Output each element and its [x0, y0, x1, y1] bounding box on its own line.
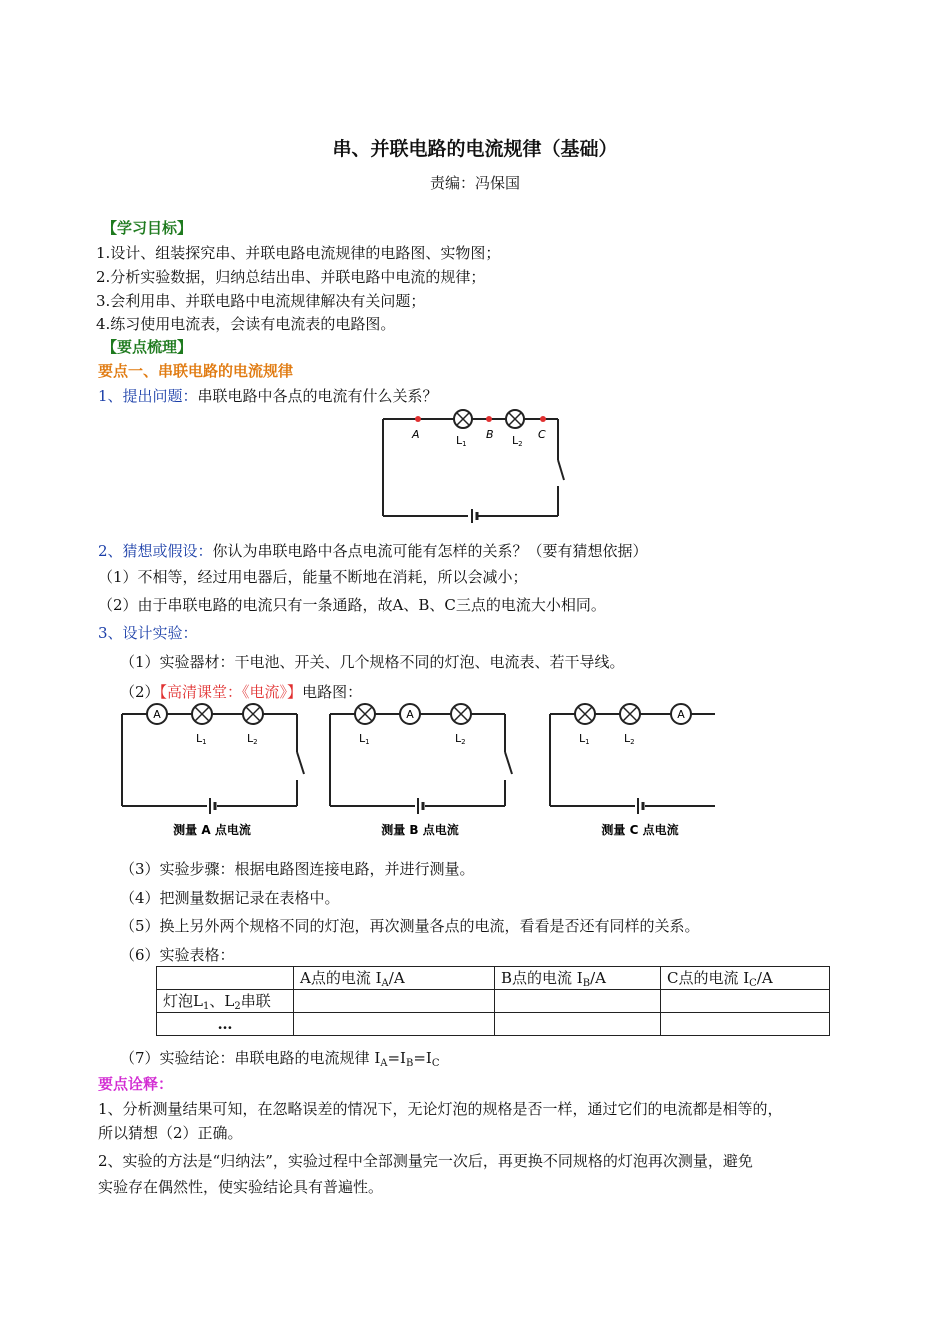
point1-heading: 要点一、串联电路的电流规律	[98, 362, 294, 380]
ammeter-label: A	[406, 708, 414, 721]
goal-item: 2.分析实验数据，归纳总结出串、并联电路中电流的规律；	[96, 268, 486, 286]
table-cell	[495, 990, 661, 1013]
note-line: 1、分析测量结果可知，在忽略误差的情况下，无论灯泡的规格是否一样，通过它们的电流都是相等的，	[98, 1100, 783, 1118]
circuit-caption: 测量 A 点电流	[173, 823, 251, 837]
question-1-label: 1、提出问题：	[98, 387, 198, 405]
lamp-label: L2	[624, 732, 635, 746]
circuit-caption: 测量 C 点电流	[601, 823, 679, 837]
step-4: （4）把测量数据记录在表格中。	[120, 889, 340, 907]
switch	[558, 460, 564, 480]
goal-item: 4.练习使用电流表，会读有电流表的电路图。	[96, 315, 396, 333]
table-header-a: A点的电流 $I_A/A$	[294, 967, 495, 990]
point-c-dot	[540, 416, 546, 422]
table-cell	[495, 1013, 661, 1036]
table-header-c: C点的电流 $I_C/A$	[661, 967, 830, 990]
point-b-dot	[486, 416, 492, 422]
table-row-label: …	[157, 1013, 294, 1036]
conclusion: （7）实验结论：串联电路的电流规律 $I_A=I_B=I_C$	[120, 1049, 440, 1069]
lamp-label: L2	[247, 732, 258, 746]
question-1-text: 串联电路中各点的电流有什么关系？	[197, 387, 438, 405]
notes-heading: 要点诠释：	[98, 1075, 174, 1093]
table-cell	[661, 990, 830, 1013]
series-circuit-diagram	[378, 408, 568, 526]
step-6: （6）实验表格：	[120, 946, 235, 964]
table-row	[157, 990, 830, 1013]
step-3: （3）实验步骤：根据电路图连接电路，并进行测量。	[120, 860, 475, 878]
lamp-l1	[454, 410, 472, 428]
table-row	[157, 1013, 830, 1036]
table-header-b: B点的电流 $I_B/A$	[495, 967, 661, 990]
question-3-label: 3、设计实验：	[98, 624, 198, 642]
table-cell	[294, 1013, 495, 1036]
ammeter-label: A	[677, 708, 685, 721]
lamp-l2	[506, 410, 524, 428]
ammeter-label: A	[153, 708, 161, 721]
question-2	[98, 540, 648, 562]
point-a-dot	[415, 416, 421, 422]
hypothesis-item: （2）由于串联电路的电流只有一条通路，故A、B、C三点的电流大小相同。	[98, 596, 606, 614]
table-cell	[294, 990, 495, 1013]
editor-credit: 责编：冯保国	[429, 174, 520, 192]
diagram-intro: （2）【高清课堂：《电流》】电路图：	[120, 683, 363, 701]
step-5: （5）换上另外两个规格不同的灯泡，再次测量各点的电流，看看是否还有同样的关系。	[120, 917, 700, 935]
table-cell	[661, 1013, 830, 1036]
goal-item: 3.会利用串、并联电路中电流规律解决有关问题；	[96, 292, 426, 310]
outline-heading: 【要点梳理】	[102, 338, 193, 356]
question-1	[98, 385, 438, 407]
table-cell	[157, 967, 294, 990]
lamp-l1-label: L1	[456, 434, 467, 448]
table-row-label: 灯泡$L_1$、$L_2$串联	[157, 990, 294, 1013]
table-header-row	[157, 967, 830, 990]
note-line: 2、实验的方法是“归纳法”，实验过程中全部测量完一次后，再更换不同规格的灯泡再次测量，避免	[98, 1152, 753, 1170]
goals-heading: 【学习目标】	[102, 219, 193, 237]
measurement-circuits	[115, 702, 715, 842]
switch	[505, 752, 512, 774]
lamp-label: L2	[455, 732, 466, 746]
page-title: 串、并联电路的电流规律（基础）	[332, 138, 618, 160]
point-c-label: C	[538, 428, 546, 441]
experiment-table	[156, 966, 830, 1036]
question-2-label: 2、猜想或假设：	[98, 542, 213, 560]
goal-item: 1.设计、组装探究串、并联电路电流规律的电路图、实物图；	[96, 244, 501, 262]
switch	[297, 752, 304, 774]
lamp-l2-label: L2	[512, 434, 523, 448]
hypothesis-item: （1）不相等，经过用电器后，能量不断地在消耗，所以会减小；	[98, 568, 528, 586]
lamp-label: L1	[196, 732, 207, 746]
equipment-text: （1）实验器材：干电池、开关、几个规格不同的灯泡、电流表、若干导线。	[120, 653, 625, 671]
lamp-label: L1	[579, 732, 590, 746]
point-a-label: A	[412, 428, 420, 441]
lamp-label: L1	[359, 732, 370, 746]
note-line: 所以猜想（2）正确。	[98, 1124, 243, 1142]
question-2-text: 你认为串联电路中各点电流可能有怎样的关系？（要有猜想依据）	[212, 542, 648, 560]
hd-class-link[interactable]: 【高清课堂：《电流》】	[159, 683, 303, 701]
note-line: 实验存在偶然性，使实验结论具有普遍性。	[98, 1178, 384, 1196]
point-b-label: B	[486, 428, 494, 441]
circuit-caption: 测量 B 点电流	[381, 823, 459, 837]
